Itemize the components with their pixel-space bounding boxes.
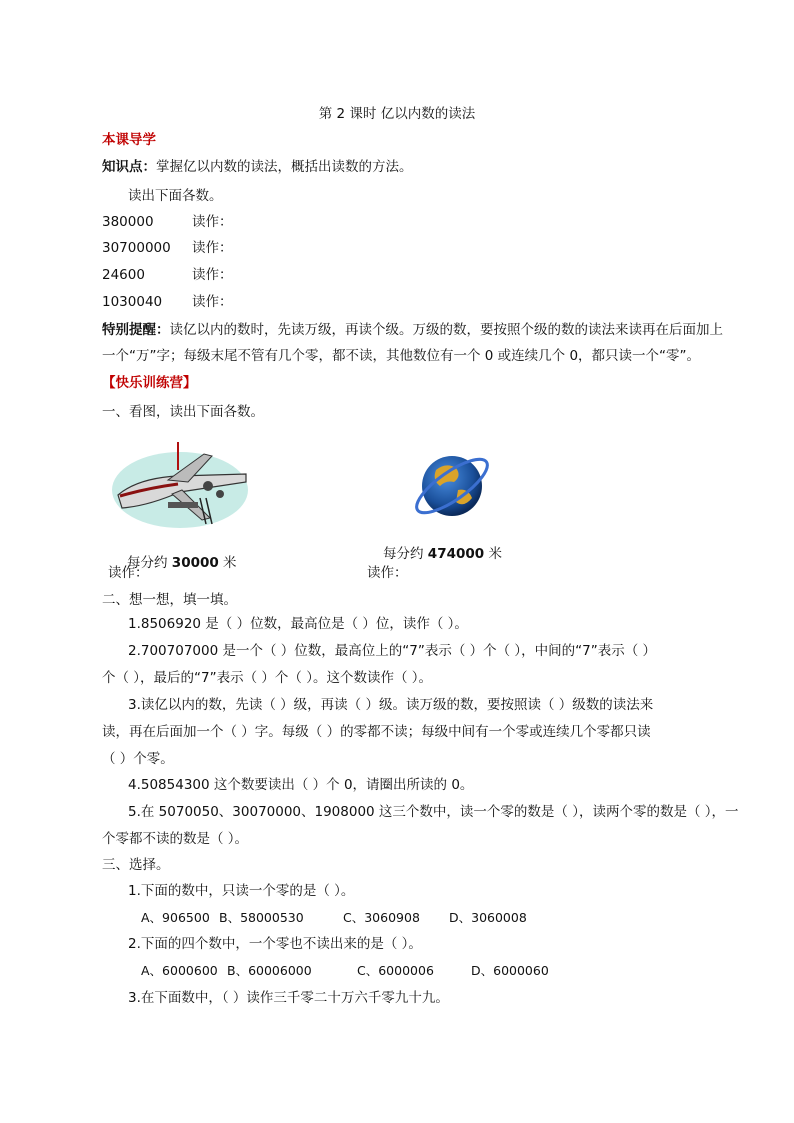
globe-speed-value: 474000 (427, 546, 485, 562)
number-item: 30700000 (102, 240, 171, 256)
knowledge-instruction: 读出下面各数。 (128, 188, 223, 204)
option-d: D、6000060 (471, 963, 549, 978)
q2-item-5-line-1: 5.在 5070050、30070000、1908000 这三个数中，读一个零的数是（ ），读两个零的数是（ ），一 (128, 804, 739, 820)
page-title: 第 2 课时 亿以内数的读法 (318, 106, 476, 122)
option-b: B、58000530 (219, 910, 304, 925)
q3-item-2: 2.下面的四个数中，一个零也不读出来的是（ ）。 (128, 936, 422, 952)
q3-item-3: 3.在下面数中，（ ）读作三千零二十万六千零九十九。 (128, 990, 449, 1006)
globe-image (406, 440, 498, 532)
option-a: A、6000600 (141, 963, 218, 978)
option-b: B、60006000 (227, 963, 312, 978)
airplane-image (108, 440, 253, 532)
option-c: C、3060908 (343, 910, 420, 925)
q2-item-3-line-1: 3.读亿以内的数，先读（ ）级，再读（ ）级。读万级的数，要按照读（ ）级数的读法来 (128, 697, 654, 713)
section-camp-heading: 【快乐训练营】 (102, 375, 197, 391)
tip-label: 特别提醒： (102, 322, 170, 338)
read-label: 读作： (192, 214, 233, 230)
q3-item-1: 1.下面的数中，只读一个零的是（ ）。 (128, 883, 355, 899)
option-d: D、3060008 (449, 910, 527, 925)
plane-speed-value: 30000 (171, 555, 219, 571)
option-a: A、906500 (141, 910, 210, 925)
section-guide-heading: 本课导学 (102, 132, 156, 148)
q2-item-2-line-1: 2.700707000 是一个（ ）位数，最高位上的“7”表示（ ）个（ ），中间的“7”表示（ ） (128, 643, 657, 659)
tip-text: 读亿以内的数时，先读万级，再读个级。万级的数，要按照个级的数的读法来读再在后面加上 (169, 322, 723, 338)
knowledge-text: 掌握亿以内数的读法，概括出读数的方法。 (156, 159, 413, 175)
q2-item-1: 1.8506920 是（ ）位数，最高位是（ ）位，读作（ ）。 (128, 616, 468, 632)
q2-item-4: 4.50854300 这个数要读出（ ）个 0，请圈出所读的 0。 (128, 777, 474, 793)
q2-heading: 二、想一想，填一填。 (102, 592, 237, 608)
read-label: 读作： (192, 240, 233, 256)
q2-item-3-line-3: （ ）个零。 (102, 751, 174, 767)
q2-item-5-line-2: 个零都不读的数是（ ）。 (102, 831, 249, 847)
number-item: 380000 (102, 214, 154, 230)
caption-prefix: 每分约 (127, 555, 172, 571)
tip-line-2: 一个“万”字；每级末尾不管有几个零，都不读，其他数位有一个 0 或连续几个 0，都只读一个“零”。 (102, 348, 701, 364)
read-label: 读作： (192, 294, 233, 310)
read-label: 读作： (192, 267, 233, 283)
q3-heading: 三、选择。 (102, 857, 170, 873)
knowledge-label: 知识点： (102, 159, 156, 175)
q2-item-2-line-2: 个（ ），最后的“7”表示（ ）个（ ）。这个数读作（ ）。 (102, 670, 432, 686)
knowledge-line (102, 157, 413, 177)
caption-unit: 米 (218, 555, 237, 571)
tip-line-1 (102, 320, 723, 340)
caption-prefix: 每分约 (383, 546, 428, 562)
caption-unit: 米 (484, 546, 502, 562)
number-item: 24600 (102, 267, 145, 283)
option-c: C、6000006 (357, 963, 434, 978)
q1-heading: 一、看图，读出下面各数。 (102, 404, 264, 420)
plane-read-label: 读作： (108, 565, 149, 581)
globe-read-label: 读作： (367, 565, 408, 581)
q2-item-3-line-2: 读，再在后面加一个（ ）字。每级（ ）的零都不读；每级中间有一个零或连续几个零都只读 (102, 724, 651, 740)
globe-caption (383, 544, 502, 564)
number-item: 1030040 (102, 294, 163, 310)
